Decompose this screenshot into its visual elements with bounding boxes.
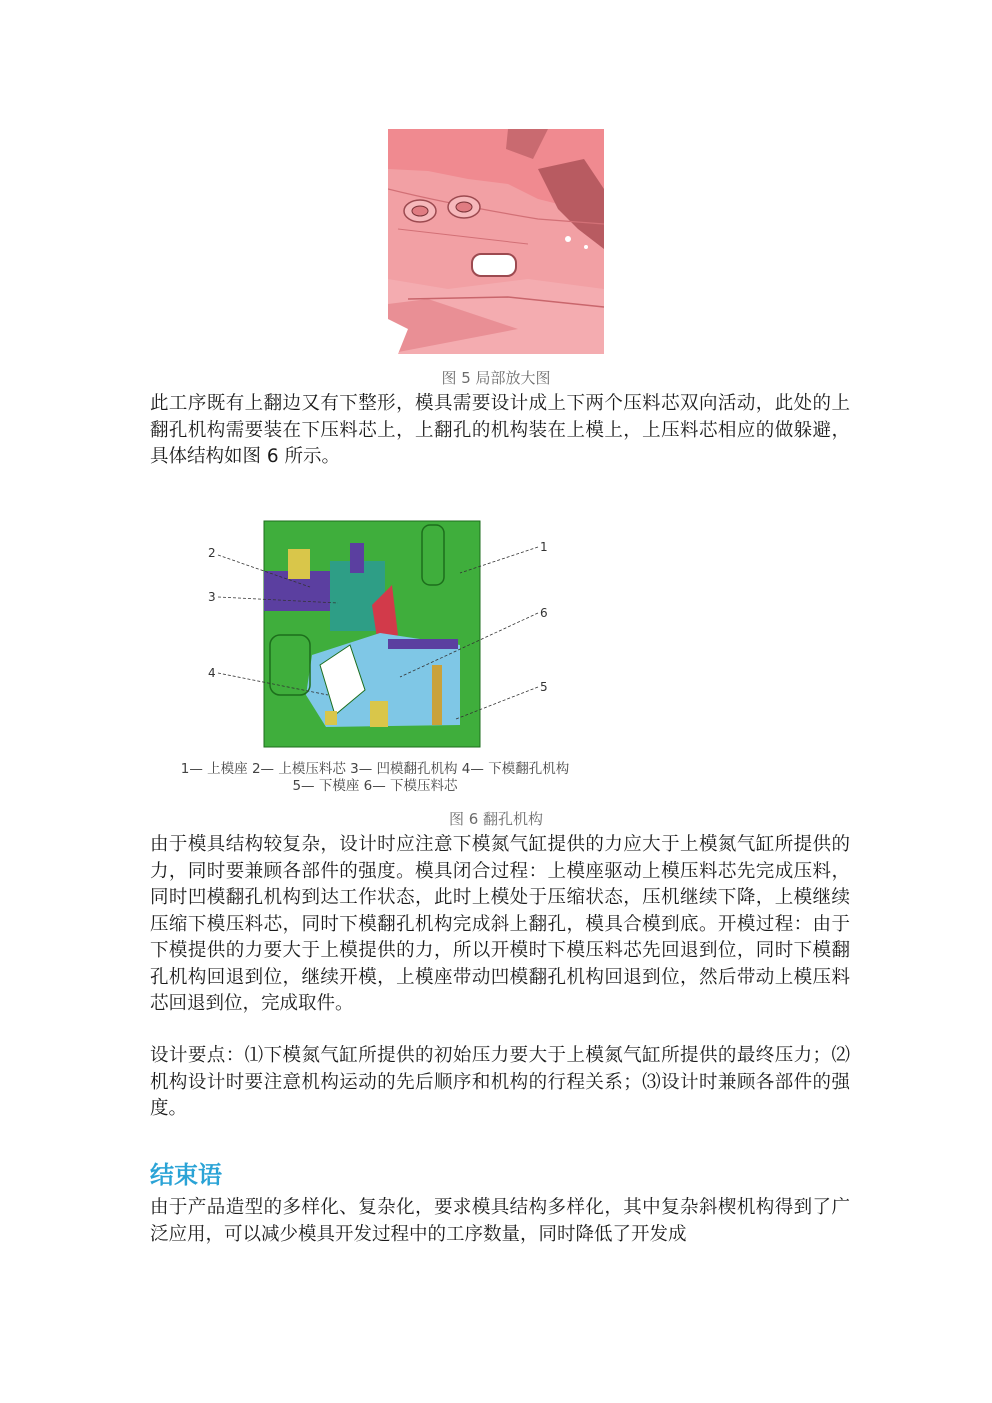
figure6-caption: 图 6 翻孔机构 bbox=[448, 810, 544, 828]
callout-2: 2 bbox=[208, 546, 216, 560]
figure5-image bbox=[388, 129, 604, 354]
section-heading: 结束语 bbox=[150, 1161, 222, 1189]
callout-4: 4 bbox=[208, 666, 216, 680]
callout-5: 5 bbox=[540, 680, 548, 694]
callout-6: 6 bbox=[540, 606, 548, 620]
callout-1: 1 bbox=[540, 540, 548, 554]
figure6-legend-line1: 1— 上模座 2— 上模压料芯 3— 凹模翻孔机构 4— 下模翻孔机构 bbox=[180, 761, 570, 777]
body-paragraph-1: 此工序既有上翻边又有下整形，模具需要设计成上下两个压料芯双向活动，此处的上翻孔机构需要装在下压料芯上，上翻孔的机构装在上模上，上压料芯相应的做躲避，具体结构如图 6 所示。 bbox=[150, 393, 850, 467]
body-paragraph-4: 由于产品造型的多样化、复杂化，要求模具结构多样化，其中复杂斜楔机构得到了广泛应用，可以减少模具开发过程中的工序数量，同时降低了开发成 bbox=[150, 1197, 850, 1245]
flanging-mechanism-drawing bbox=[160, 515, 600, 755]
figure6-legend-line2: 5— 下模座 6— 下模压料芯 bbox=[292, 778, 458, 794]
figure6-diagram bbox=[160, 515, 600, 755]
sheet-metal-closeup-image bbox=[388, 129, 604, 354]
figure5-caption: 图 5 局部放大图 bbox=[441, 369, 551, 387]
callout-3: 3 bbox=[208, 590, 216, 604]
body-paragraph-2: 由于模具结构较复杂，设计时应注意下模氮气缸提供的力应大于上模氮气缸所提供的力，同时要兼顾各部件的强度。模具闭合过程：上模座驱动上模压料芯先完成压料，同时凹模翻孔机构到达工作状态，此时上模处于压缩状态，压机继续下降，上模继续压缩下模压料芯，同时下模翻孔机构完成斜上翻孔，模具合模到底。开模过程：由于下模提供的力要大于上模提供的力，所以开模时下模压料芯先回退到位，同时下模翻孔机构回退到位，继续开模，上模座带动凹模翻孔机构回退到位，然后带动上模压料芯回退到位，完成取件。 bbox=[150, 834, 850, 1014]
body-paragraph-3: 设计要点：⑴下模氮气缸所提供的初始压力要大于上模氮气缸所提供的最终压力；⑵机构设计时要注意机构运动的先后顺序和机构的行程关系；⑶设计时兼顾各部件的强度。 bbox=[150, 1045, 850, 1119]
